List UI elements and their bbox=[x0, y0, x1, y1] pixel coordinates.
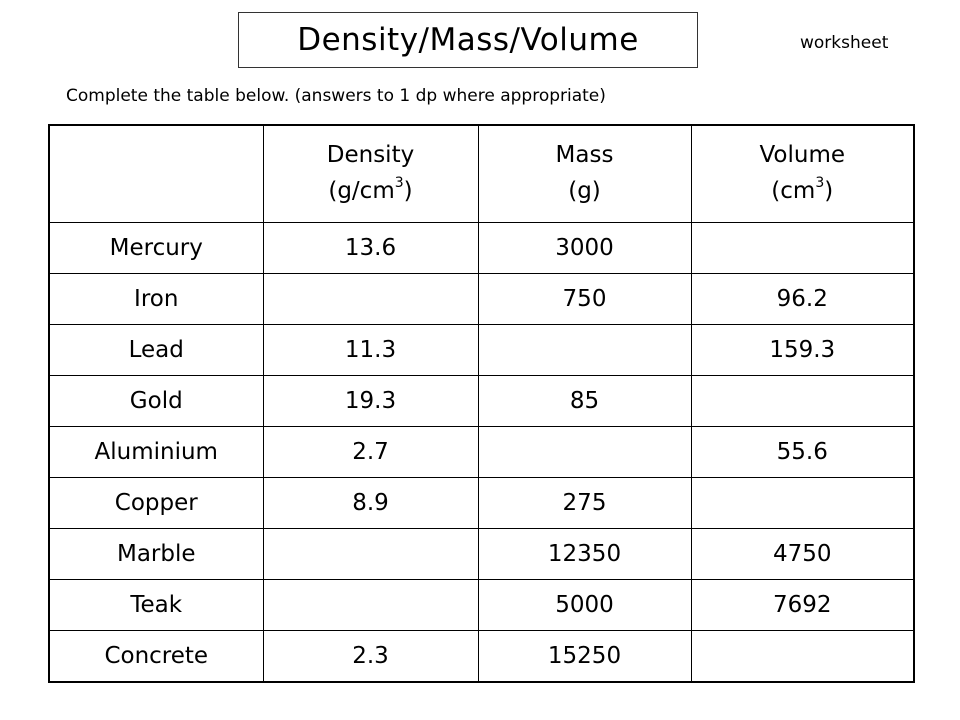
mass-cell: 750 bbox=[478, 274, 691, 325]
mass-cell: 85 bbox=[478, 376, 691, 427]
mass-cell: 15250 bbox=[478, 631, 691, 683]
density-cell: 2.7 bbox=[263, 427, 478, 478]
header-volume-label: Volume bbox=[759, 142, 846, 169]
volume-cell: 7692 bbox=[691, 580, 914, 631]
density-cell: 19.3 bbox=[263, 376, 478, 427]
density-cell bbox=[263, 529, 478, 580]
table-row bbox=[49, 223, 914, 274]
table-row bbox=[49, 427, 914, 478]
mass-cell: 3000 bbox=[478, 223, 691, 274]
density-cell bbox=[263, 274, 478, 325]
material-cell: Concrete bbox=[49, 631, 263, 683]
header-volume-unit bbox=[692, 174, 914, 210]
header-density-unit-close: ) bbox=[403, 178, 413, 204]
volume-cell: 159.3 bbox=[691, 325, 914, 376]
header-volume-unit-sup: 3 bbox=[815, 175, 825, 192]
material-cell: Aluminium bbox=[49, 427, 263, 478]
worksheet-title-text: Density/Mass/Volume bbox=[297, 22, 639, 58]
mass-cell: 275 bbox=[478, 478, 691, 529]
material-cell: Iron bbox=[49, 274, 263, 325]
volume-cell bbox=[691, 478, 914, 529]
header-volume bbox=[691, 125, 914, 223]
volume-cell: 96.2 bbox=[691, 274, 914, 325]
material-cell: Copper bbox=[49, 478, 263, 529]
instruction-text: Complete the table below. (answers to 1 dp where appropriate) bbox=[66, 86, 606, 106]
table-row bbox=[49, 325, 914, 376]
material-cell: Gold bbox=[49, 376, 263, 427]
header-volume-unit-close: ) bbox=[824, 178, 834, 204]
header-mass-unit-text: (g) bbox=[568, 178, 601, 204]
header-density-unit-text: (g/cm bbox=[328, 178, 395, 204]
worksheet-tag: worksheet bbox=[800, 33, 889, 53]
density-cell: 13.6 bbox=[263, 223, 478, 274]
density-cell: 2.3 bbox=[263, 631, 478, 683]
table-row bbox=[49, 580, 914, 631]
material-cell: Mercury bbox=[49, 223, 263, 274]
header-density-unit bbox=[264, 174, 478, 210]
header-mass-unit bbox=[479, 174, 691, 210]
density-cell bbox=[263, 580, 478, 631]
table-row bbox=[49, 274, 914, 325]
mass-cell: 5000 bbox=[478, 580, 691, 631]
table-row bbox=[49, 478, 914, 529]
density-table bbox=[48, 124, 915, 683]
mass-cell bbox=[478, 325, 691, 376]
header-density bbox=[263, 125, 478, 223]
worksheet-title bbox=[238, 12, 698, 68]
volume-cell bbox=[691, 223, 914, 274]
header-volume-unit-text: (cm bbox=[771, 178, 816, 204]
volume-cell: 55.6 bbox=[691, 427, 914, 478]
material-cell: Teak bbox=[49, 580, 263, 631]
volume-cell: 4750 bbox=[691, 529, 914, 580]
header-empty-cell bbox=[49, 125, 263, 223]
density-cell: 11.3 bbox=[263, 325, 478, 376]
table-header-row bbox=[49, 125, 914, 223]
volume-cell bbox=[691, 631, 914, 683]
header-mass bbox=[478, 125, 691, 223]
header-density-unit-sup: 3 bbox=[394, 175, 404, 192]
table-row bbox=[49, 631, 914, 683]
volume-cell bbox=[691, 376, 914, 427]
header-density-label: Density bbox=[326, 142, 415, 169]
density-cell: 8.9 bbox=[263, 478, 478, 529]
table-row bbox=[49, 376, 914, 427]
material-cell: Lead bbox=[49, 325, 263, 376]
mass-cell: 12350 bbox=[478, 529, 691, 580]
header-mass-label: Mass bbox=[555, 142, 614, 169]
material-cell: Marble bbox=[49, 529, 263, 580]
mass-cell bbox=[478, 427, 691, 478]
table-row bbox=[49, 529, 914, 580]
